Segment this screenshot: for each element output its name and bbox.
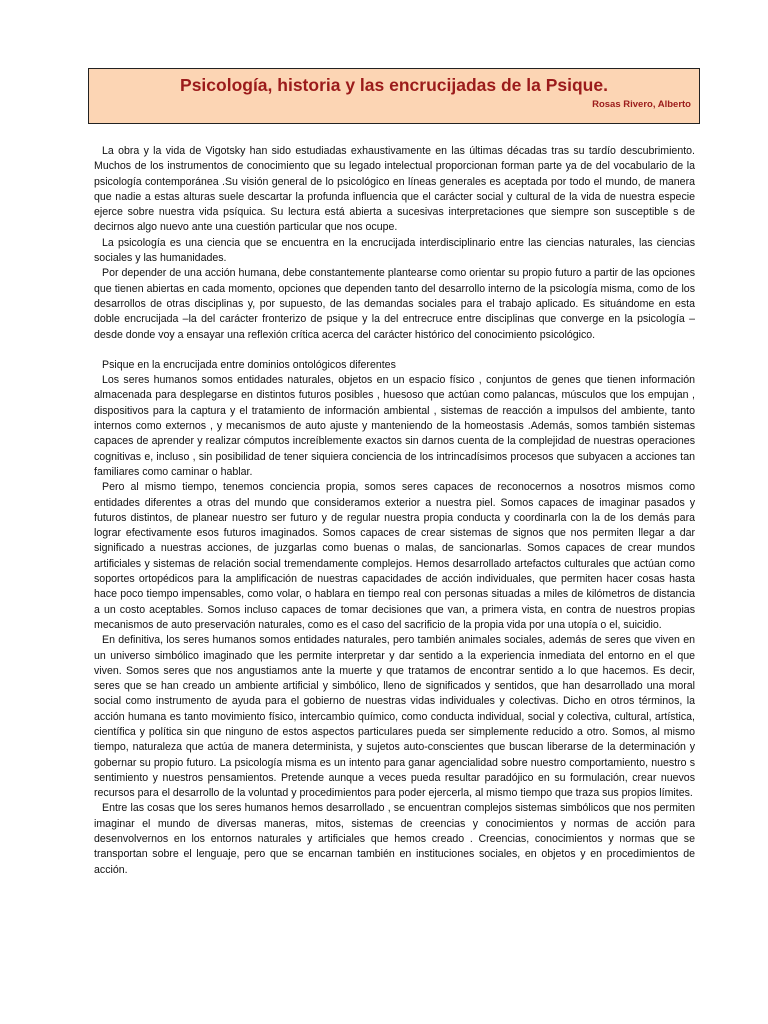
paragraph-seres-humanos: Los seres humanos somos entidades naturales, objetos en un espacio físico , conjuntos de genes que tienen información almacenada para desplegarse en distintos futuros posibles , huesoso que actúan como palancas, músculos que los empujan , dispositivos para la captura y el tratamiento de información ambiental , sistemas de reacción a impulsos del ambiente, tanto internos como externos , y mecanismos de auto ajuste y manteniendo de la homeostasis .Además, somos también sistemas capaces de aprender y realizar cómputos increíblemente exactos sin darnos cuenta de la complejidad de nuestras operaciones cognitivas e, incluso , sin posibilidad de tener siquiera conciencia de los intrincadísimos procesos que subyacen a acciones tan familiares como caminar o hablar. <box>94 374 695 478</box>
title-box <box>88 68 700 124</box>
paragraph-en-definitiva: En definitiva, los seres humanos somos entidades naturales, pero también animales sociales, además de seres que viven en un universo simbólico imaginado que les permite interpretar y dar sentido a la experiencia inmediata del entorno en el que viven. Somos seres que nos angustiamos ante la muerte y que tratamos de encontrar sentido a lo que hacemos. Es decir, seres que se han creado un ambiente artificial y simbólico, lleno de significados y sentidos, que han desarrollado una moral social como instrumento de ayuda para el gobierno de nuestras vidas individuales y colectivas. Dicho en otros términos, la acción humana es tanto movimiento físico, intercambio químico, como conducta individual, social y colectiva, cultural, artística, científica y política sin que ninguno de estos aspectos particulares pueda ser simplemente reducido a otro. Somos, al mismo tiempo, naturaleza que actúa de manera determinista, y sujetos auto-conscientes que buscan liberarse de la determinación y gobernar su propio futuro. La psicología misma es un intento para ganar agencialidad sobre nuestro comportamiento, nuestro s sentimiento y nuestros pensamientos. Pretende aunque a veces pueda resultar paradójico en su formulación, crear nuevos recursos para el desarrollo de la voluntad y procedimientos para poder ejercerla, al mismo tiempo que traza sus propios límites. <box>94 634 695 800</box>
paragraph-psicologia-ciencia: La psicología es una ciencia que se encuentra en la encrucijada interdisciplinario entre las ciencias naturales, las ciencias sociales y las humanidades. <box>94 236 695 265</box>
paragraph-vigotsky: La obra y la vida de Vigotsky han sido estudiadas exhaustivamente en las últimas décadas tras su tardío descubrimiento. Muchos de los instrumentos de conocimiento que su legado intelectual proporcionan forman parte ya de del vocabulario de la psicología contemporánea .Su visión general de lo psicológico en líneas generales es aceptada por todo el mundo, de manera que nadie a estas alturas suele descartar la profunda influencia que el carácter social y cultural de la vida de nuestra especie ejerce sobre nuestra vida psíquica. Su lectura está abierta a sucesivas interpretaciones que siempre son susceptible s de decirnos algo nuevo ante una cuestión particular que nos ocupe. <box>94 145 695 234</box>
section-heading: Psique en la encrucijada entre dominios ontológicos diferentes <box>102 358 396 371</box>
document-title: Psicología, historia y las encrucijadas de la Psique. <box>180 75 608 95</box>
paragraph-accion-humana: Por depender de una acción humana, debe constantemente plantearse como orientar su propio futuro a partir de las opciones que tienen abiertas en cada momento, opciones que dependen tanto del desarrollo interno de la psicología misma, como de los desarrollos de otras disciplinas y, por supuesto, de las demandas sociales para el trabajo aplicado. Es situándome en esta doble encrucijada –la del carácter fronterizo de psique y la del entrecruce entre disciplinas que converge en la psicología – desde donde voy a ensayar una reflexión crítica acerca del carácter histórico del conocimiento psicológico. <box>94 267 695 341</box>
paragraph-conciencia-propia: Pero al mismo tiempo, tenemos conciencia propia, somos seres capaces de reconocernos a nosotros mismos como entidades diferentes a otras del mundo que consideramos exterior a nuestra piel. Somos capaces de imaginar pasados y futuros distintos, de planear nuestro ser futuro y de regular nuestra propia conducta y coordinarla con la de los demás para lograr efectivamente esos futuros imaginados. Somos capaces de crear sistemas de signos que nos permiten llegar a dar significado a nuestras acciones, de juzgarlas como buenas o malas, de sancionarlas. Somos capaces de crear mundos artificiales y sistemas de relación social tremendamente complejos. Hemos desarrollado artefactos culturales que actúan como soportes ortopédicos para la amplificación de nuestras capacidades de acción individuales, que permiten hacer cosas hasta hace poco tiempo impensables, como volar, o hablara en tiempo real con personas situadas a miles de kilómetros de distancia a un costo aceptables. Somos incluso capaces de tomar decisiones que van, a primera vista, en contra de nuestros propias mecanismos de auto preservación naturales, como es el caso del sacrificio de la propia vida por una utopía o el, suicidio. <box>94 481 695 631</box>
paragraph-sistemas-simbolicos: Entre las cosas que los seres humanos hemos desarrollado , se encuentran complejos sistemas simbólicos que nos permiten imaginar el mundo de diversas maneras, mitos, sistemas de creencias y conocimientos y normas de acción para desenvolvernos en los entornos naturales y artificiales que hemos creado . Creencias, conocimientos y normas que se transportan sobre el lenguaje, pero que se encarnan también en instituciones sociales, en objetos y en procedimientos de acción. <box>94 802 695 876</box>
document-author: Rosas Rivero, Alberto <box>592 99 691 110</box>
document-body <box>94 144 695 878</box>
